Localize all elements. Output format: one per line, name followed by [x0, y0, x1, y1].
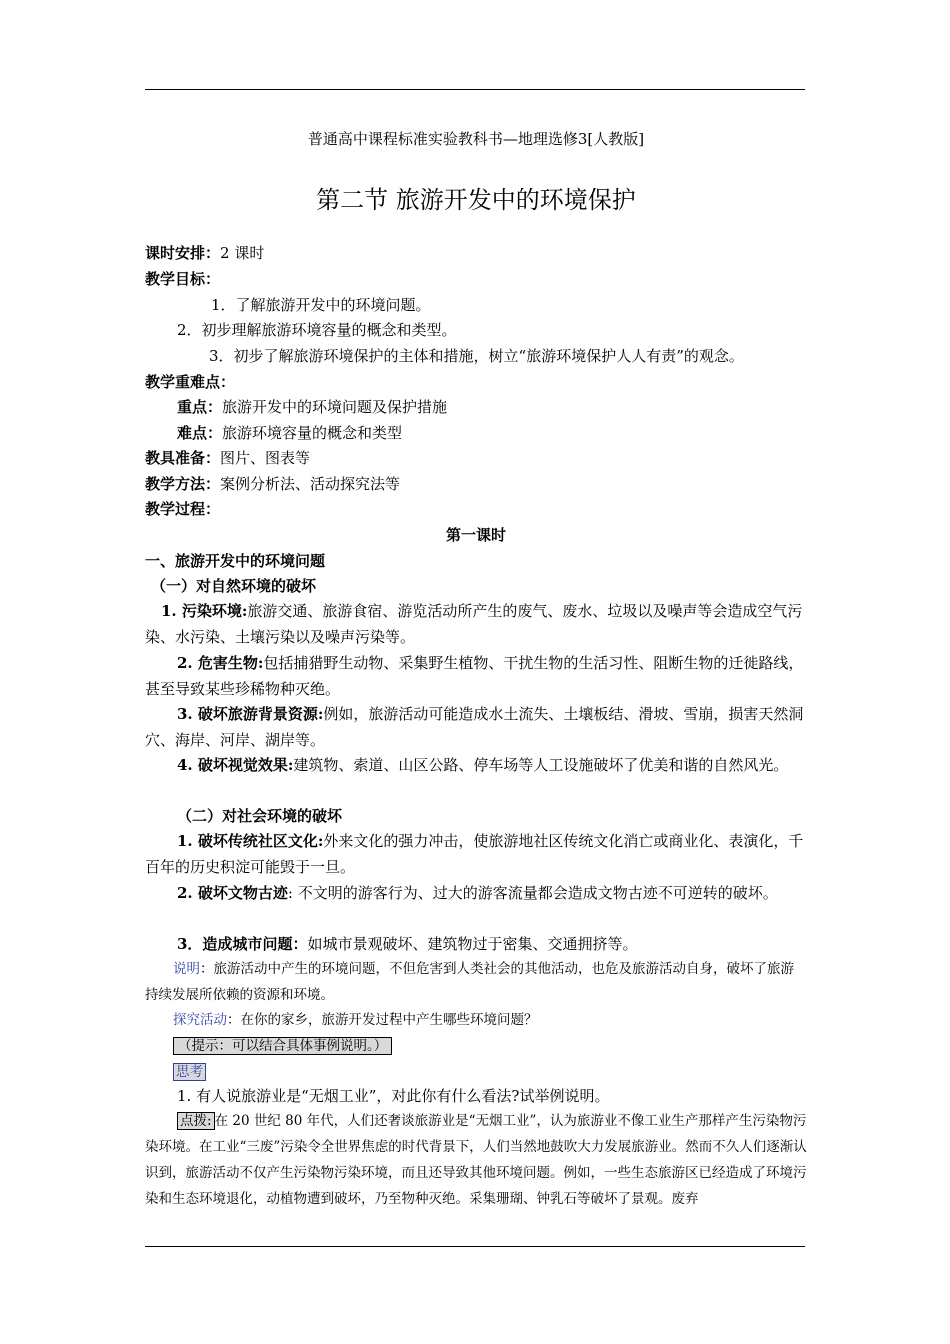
goal-item: 1．了解旅游开发中的环境问题。: [211, 296, 431, 314]
hint-box: （提示：可以结合具体事例说明。）: [173, 1037, 392, 1055]
tip-text: 在 20 世纪 80 年代，人们还奢谈旅游业是“无烟工业”，认为旅游业不像工业生产那样产生污染物污染环境。在工业“三废”污染令全世界焦虑的时代背景下，人们当然地鼓吹大力发展旅游业。然而不久人们逐渐认识到，旅游活动不仅产生污染物污染环境，而且还导致其他环境问题。例如，一些生态旅游区已经造成了环境污染和生态环境退化，动植物遭到破坏，乃至物种灭绝。采集珊瑚、钟乳石等破坏了景观。废弃: [145, 1113, 807, 1207]
methods-value: 案例分析法、活动探究法等: [220, 475, 401, 493]
tip-label: 点拨:: [177, 1112, 215, 1130]
item-label: 4. 破坏视觉效果:: [177, 756, 294, 774]
question-line: 1. 有人说旅游业是“无烟工业”，对此你有什么看法?试举例说明。: [177, 1087, 610, 1105]
item-text: : 不文明的游客行为、过大的游客流量都会造成文物古迹不可逆转的破坏。: [287, 884, 778, 902]
difficult-line: [177, 423, 807, 443]
item-label: 2. 破坏文物古迹: [177, 884, 288, 902]
item-text: 包括捕猎野生动物、采集野生植物、干扰生物的生活习性、阻断生物的迁徙路线，甚至导致某些珍稀物种灭绝。: [145, 654, 804, 698]
nature-item: [145, 701, 807, 753]
tools-value: 图片、图表等: [220, 449, 311, 467]
think-line: [173, 1062, 807, 1082]
goal-item: 3．初步了解旅游环境保护的主体和措施，树立“旅游环境保护人人有责”的观念。: [209, 347, 744, 365]
explore-label: 探究活动: [173, 1012, 227, 1028]
difficult-label: 难点：: [177, 424, 223, 442]
subsection-heading: （一）对自然环境的破坏: [151, 577, 317, 595]
item-text: 旅游交通、旅游食宿、游览活动所产生的废气、废水、垃圾以及噪声等会造成空气污染、水污染、土壤污染以及噪声污染等。: [145, 602, 803, 646]
society-item: [145, 880, 807, 906]
lesson-heading: 第一课时: [445, 526, 506, 544]
section-heading: 一、旅游开发中的环境问题: [145, 552, 326, 570]
note-text: ：旅游活动中产生的环境问题，不但危害到人类社会的其他活动，也危及旅游活动自身，破坏了旅游持续发展所依赖的资源和环境。: [145, 961, 794, 1003]
header-rule: [145, 89, 805, 90]
process-label: 教学过程：: [145, 500, 221, 518]
key-line: [177, 397, 807, 417]
society-item: [145, 828, 807, 880]
explore-line: [173, 1010, 807, 1030]
key-value: 旅游开发中的环境问题及保护措施: [222, 398, 448, 416]
difficult-value: 旅游环境容量的概念和类型: [222, 424, 403, 442]
schedule-line: [145, 243, 807, 263]
nature-item: [145, 598, 807, 650]
hint-line: [173, 1036, 807, 1056]
methods-line: [145, 474, 807, 494]
textbook-subtitle: 普通高中课程标准实验教科书—地理选修3[人教版]: [307, 130, 645, 148]
item-label: 1. 污染环境:: [161, 602, 248, 620]
item-label: 3．造成城市问题：: [177, 935, 308, 953]
item-label: 1. 破坏传统社区文化:: [177, 832, 324, 850]
note-paragraph: [145, 956, 807, 1008]
item-text: 外来文化的强力冲击，使旅游地社区传统文化消亡或商业化、表演化，千百年的历史积淀可能毁于一旦。: [145, 832, 804, 876]
page-title: 第二节 旅游开发中的环境保护: [316, 186, 636, 214]
tools-label: 教具准备：: [145, 449, 221, 467]
goals-label: 教学目标：: [145, 270, 221, 288]
item-label: 3. 破坏旅游背景资源:: [177, 705, 324, 723]
schedule-value: 2 课时: [220, 244, 265, 262]
key-label: 重点：: [177, 398, 223, 416]
society-item: [177, 934, 807, 954]
item-text: 如城市景观破坏、建筑物过于密集、交通拥挤等。: [307, 935, 638, 953]
keypoints-label: 教学重难点：: [145, 373, 236, 391]
item-label: 2. 危害生物:: [177, 654, 264, 672]
nature-item: [145, 650, 807, 702]
schedule-label: 课时安排：: [145, 244, 221, 262]
subsection-heading: （二）对社会环境的破坏: [177, 807, 343, 825]
nature-item: [145, 752, 807, 778]
footer-rule: [145, 1246, 805, 1247]
tools-line: [145, 448, 807, 468]
tip-paragraph: [145, 1108, 807, 1212]
note-label: 说明: [173, 961, 200, 977]
goal-item: 2．初步理解旅游环境容量的概念和类型。: [177, 321, 457, 339]
item-text: 例如，旅游活动可能造成水土流失、土壤板结、滑坡、雪崩，损害天然洞穴、海岸、河岸、湖岸等。: [145, 705, 804, 749]
explore-text: ：在你的家乡，旅游开发过程中产生哪些环境问题？: [227, 1012, 538, 1028]
methods-label: 教学方法：: [145, 475, 221, 493]
item-text: 建筑物、索道、山区公路、停车场等人工设施破坏了优美和谐的自然风光。: [293, 756, 789, 774]
think-label: 思考: [173, 1063, 206, 1081]
